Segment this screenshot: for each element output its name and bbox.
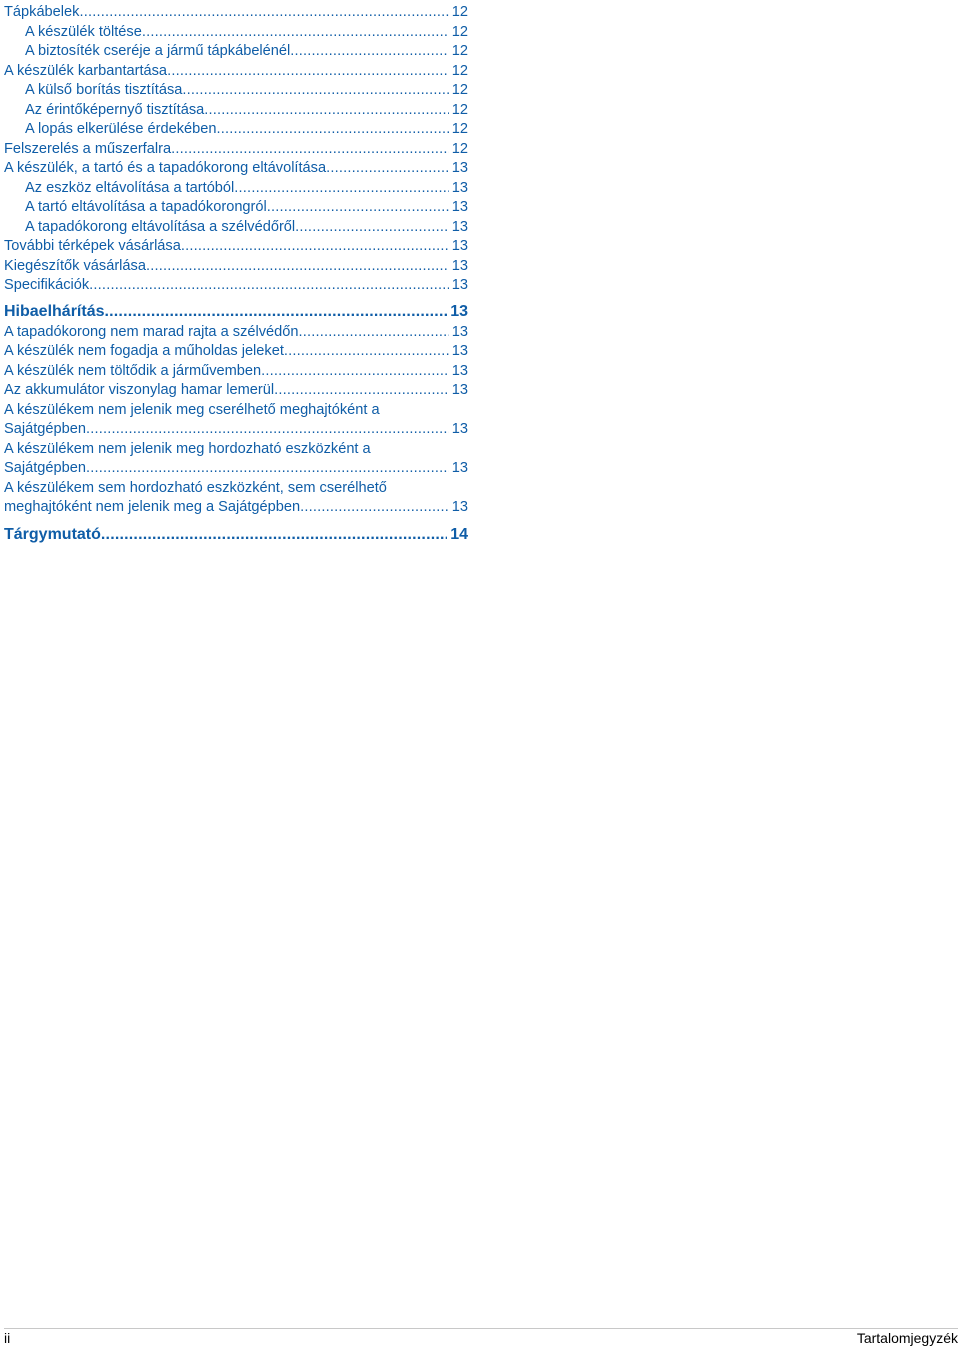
toc-entry-title: Kiegészítők vásárlása [4,257,146,274]
toc-entry-page: 13 [451,199,468,215]
toc-entry-muholdas-jelek[interactable] [4,342,468,362]
toc-entry-page: 13 [451,362,468,379]
toc-entry-page: 12 [451,140,468,157]
toc-entry-tapadokorong-szelvedorol[interactable] [4,218,468,238]
toc-entry-karbantartas[interactable] [4,62,468,82]
toc-entry-title-line1: A készülékem nem jelenik meg hordozható eszközként a [4,440,371,457]
toc-entry-title: A tapadókorong eltávolítása a szélvédőről [25,218,296,235]
toc-entry-page: 13 [451,179,468,196]
toc-chapter-title: Tárgymutató [4,525,101,543]
toc-chapter-title: Hibaelhárítás [4,302,105,320]
toc-entry-title: A tartó eltávolítása a tapadókorongról [25,199,267,215]
toc-entry-page: 12 [451,4,468,20]
toc-entry-cserelheto-meghajto[interactable] [4,401,468,440]
toc-entry-terkepek[interactable] [4,237,468,257]
toc-entry-title: További térképek vásárlása [4,238,181,254]
toc-entry-page: 13 [451,460,468,476]
toc-entry-biztositek-csereje[interactable] [4,42,468,62]
toc-entry-page: 13 [451,323,468,340]
toc-entry-eszkoz-tartobol[interactable] [4,179,468,199]
toc-entry-page: 13 [451,160,468,176]
toc-entry-nem-toltodik[interactable] [4,362,468,382]
footer-divider [4,1328,958,1329]
toc-entry-erintokepernyo[interactable] [4,101,468,121]
toc-entry-title: Felszerelés a műszerfalra [4,140,172,157]
toc-entry-page: 13 [451,238,468,254]
toc-chapter-page: 13 [450,302,468,320]
toc-entry-kiegeszitok[interactable] [4,257,468,277]
toc-entry-page: 13 [451,382,468,398]
toc-entry-tarto-tapadokorongrol[interactable] [4,198,468,218]
toc-entry-title-line2: Sajátgépben [4,460,86,476]
toc-entry-title-line2: Sajátgépben [4,421,86,437]
toc-entry-page: 12 [451,62,468,79]
toc-entry-title: Az érintőképernyő tisztítása [25,101,205,118]
toc-entry-title: Specifikációk [4,277,90,293]
toc-entry-title: A biztosíték cseréje a jármű tápkábelénél [25,43,291,59]
toc-entry-title: A készülék karbantartása [4,62,168,79]
toc-entry-title: A készülék töltése [25,23,142,40]
toc-entry-page: 12 [451,101,468,118]
toc-chapter-targymutato[interactable] [4,525,468,545]
toc-entry-tapkabelek[interactable] [4,3,468,23]
toc-chapter-hibaelharitas[interactable] [4,302,468,322]
footer-page-number: ii [4,1330,11,1346]
toc-entry-tapadokorong-nem-marad[interactable] [4,323,468,343]
toc-entry-page: 12 [451,82,468,98]
toc-entry-eltavolitas[interactable] [4,159,468,179]
toc-entry-title: Az akkumulátor viszonylag hamar lemerül [4,382,275,398]
toc-entry-page: 13 [451,499,468,515]
toc-entry-title: A készülék, a tartó és a tapadókorong eltávolítása [4,160,327,176]
toc-entry-page: 13 [451,277,468,293]
toc-entry-title-line1: A készülékem nem jelenik meg cserélhető meghajtóként a [4,401,380,418]
toc-entry-title-line2: meghajtóként nem jelenik meg a Sajátgépben [4,499,301,515]
toc-entry-lopas[interactable] [4,120,468,140]
toc-entry-title: Tápkábelek [4,4,80,20]
toc-entry-title: A lopás elkerülése érdekében [25,121,217,137]
toc-entry-title: A tapadókorong nem marad rajta a szélvédőn [4,323,299,340]
toc-entry-specifikaciok[interactable] [4,276,468,296]
toc-entry-page: 12 [451,43,468,59]
toc-entry-page: 13 [451,257,468,274]
toc-entry-kulso-boritas[interactable] [4,81,468,101]
toc-entry-page: 12 [451,121,468,137]
toc-entry-hordozhato-eszkoz[interactable] [4,440,468,479]
toc-entry-title: A készülék nem fogadja a műholdas jeleket [4,343,284,359]
toc-entry-page: 12 [451,23,468,40]
toc-entry-title-line1: A készülékem sem hordozható eszközként, sem cserélhető [4,479,387,496]
toc-chapter-page: 14 [450,525,468,543]
toc-entry-page: 13 [451,343,468,359]
toc-entry-title: Az eszköz eltávolítása a tartóból [25,179,235,196]
toc-entry-sem-hordozhato[interactable] [4,479,468,518]
toc-entry-title: A készülék nem töltődik a járművemben [4,362,262,379]
toc-entry-page: 13 [451,421,468,437]
footer-section-title: Tartalomjegyzék [856,1330,958,1346]
toc-entry-keszulek-toltese[interactable] [4,23,468,43]
toc-entry-akkumulator[interactable] [4,381,468,401]
toc-entry-muszerfal[interactable] [4,140,468,160]
toc-entry-title: A külső borítás tisztítása [25,82,183,98]
toc-entry-page: 13 [451,218,468,235]
table-of-contents [4,3,468,546]
